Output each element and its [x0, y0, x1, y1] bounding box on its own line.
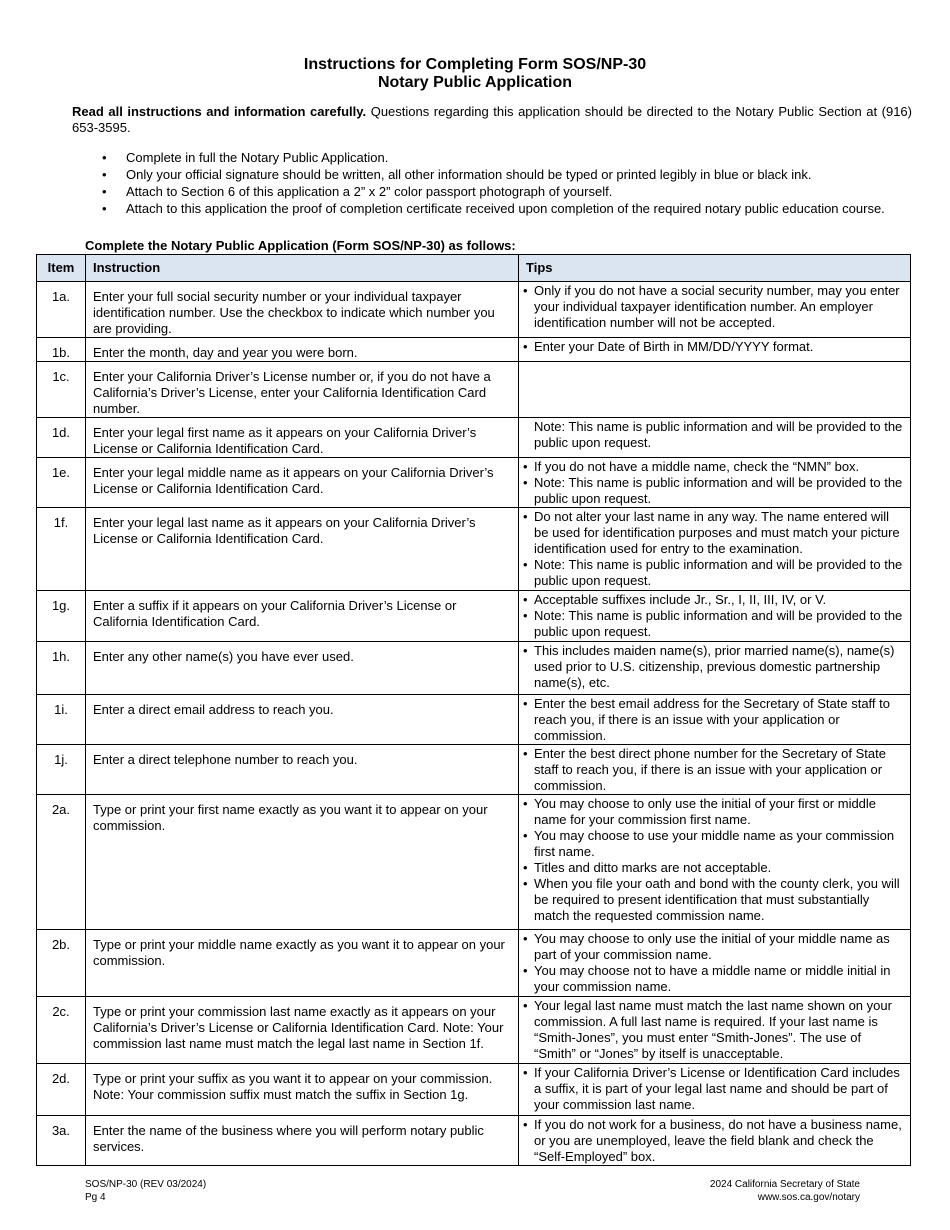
instruction-bullets — [72, 150, 892, 218]
table-row — [37, 508, 911, 591]
row-item-number: 1b. — [37, 338, 86, 362]
intro-paragraph — [72, 104, 912, 136]
row-tips — [519, 362, 911, 418]
tip-bullet: • If you do not have a middle name, check the “NMN” box. — [522, 459, 906, 475]
row-tips — [519, 338, 911, 362]
title-line-2: Notary Public Application — [377, 74, 573, 91]
row-item-number: 1f. — [37, 508, 86, 591]
row-item-number: 1c. — [37, 362, 86, 418]
row-tips — [519, 458, 911, 508]
tip-bullet: • Your legal last name must match the last name shown on your commission. A full last name is required. If your last name is “Smith-Jones”, you must enter “Smith-Jones”. The use of “Smith” or “Jones” by itself is unacceptable. — [522, 998, 906, 1062]
instructions-table — [36, 254, 911, 1166]
row-instruction: Enter your California Driver’s License number or, if you do not have a California’s Driver’s License, enter your California Identification Card number. — [86, 362, 519, 418]
row-instruction: Enter the name of the business where you will perform notary public services. — [86, 1116, 519, 1166]
tip-bullet: • You may choose not to have a middle name or middle initial in your commission name. — [522, 963, 906, 995]
table-row — [37, 795, 911, 930]
row-instruction: Enter a suffix if it appears on your California Driver’s License or California Identification Card. — [86, 591, 519, 642]
row-tips — [519, 997, 911, 1064]
bullet-item: • Complete in full the Notary Public Application. — [72, 150, 892, 166]
row-item-number: 2c. — [37, 997, 86, 1064]
tip-bullet: • You may choose to only use the initial of your middle name as part of your commission name. — [522, 931, 906, 963]
tip-bullet: • Only if you do not have a social security number, may you enter your individual taxpayer identification number. An employer identification number will not be accepted. — [522, 283, 906, 331]
row-item-number: 2d. — [37, 1064, 86, 1116]
footer-left — [85, 1178, 206, 1204]
form-id: SOS/NP-30 (REV 03/2024) — [85, 1179, 207, 1190]
row-item-number: 1g. — [37, 591, 86, 642]
row-item-number: 1h. — [37, 642, 86, 695]
table-row — [37, 997, 911, 1064]
intro-text: Questions regarding this application should be directed to the Notary Public Section at (916) 653-3595. — [72, 104, 912, 135]
row-instruction: Enter your legal last name as it appears on your California Driver’s License or California Identification Card. — [86, 508, 519, 591]
row-instruction: Type or print your middle name exactly as you want it to appear on your commission. — [86, 930, 519, 997]
row-instruction: Enter a direct email address to reach you. — [86, 695, 519, 745]
tip-bullet: • Do not alter your last name in any way. The name entered will be used for identification purposes and must match your picture identification used for entry to the examination. — [522, 509, 906, 557]
row-instruction: Enter a direct telephone number to reach you. — [86, 745, 519, 795]
row-tips — [519, 642, 911, 695]
row-instruction: Type or print your commission last name exactly as it appears on your California’s Driver’s License or California Identification Card. Note: Your commission last name must match the legal last name in Section 1f. — [86, 997, 519, 1064]
tip-bullet: • Acceptable suffixes include Jr., Sr., I, II, III, IV, or V. — [522, 592, 906, 608]
row-tips — [519, 591, 911, 642]
table-row — [37, 418, 911, 458]
header-tips: Tips — [519, 255, 911, 282]
bullet-item: • Only your official signature should be written, all other information should be typed or printed legibly in blue or black ink. — [72, 167, 892, 183]
header-instruction: Instruction — [86, 255, 519, 282]
row-tips — [519, 745, 911, 795]
tip-bullet: • Note: This name is public information and will be provided to the public upon request. — [522, 608, 906, 640]
tip-bullet: • If your California Driver’s License or Identification Card includes a suffix, it is part of your legal last name and should be part of your commission last name. — [522, 1065, 906, 1113]
table-row — [37, 591, 911, 642]
header-item: Item — [37, 255, 86, 282]
table-caption: Complete the Notary Public Application (Form SOS/NP-30) as follows: — [85, 238, 516, 253]
table-row — [37, 1064, 911, 1116]
row-instruction: Enter any other name(s) you have ever used. — [86, 642, 519, 695]
tip-bullet: • Enter the best direct phone number for the Secretary of State staff to reach you, if there is an issue with your application or commission. — [522, 746, 906, 794]
row-instruction: Enter your full social security number or your individual taxpayer identification number. Use the checkbox to indicate which number you are providing. — [86, 282, 519, 338]
tip-bullet: • You may choose to only use the initial of your first or middle name for your commission first name. — [522, 796, 906, 828]
row-instruction: Enter the month, day and year you were born. — [86, 338, 519, 362]
row-tips — [519, 795, 911, 930]
tip-bullet: • If you do not work for a business, do not have a business name, or you are unemployed, leave the field blank and check the “Self-Employed” box. — [522, 1117, 906, 1165]
page-number: Pg 4 — [85, 1192, 106, 1203]
tip-note: Note: This name is public information and will be provided to the public upon request. — [534, 419, 903, 450]
tip-bullet: • Note: This name is public information and will be provided to the public upon request. — [522, 557, 906, 589]
row-tips — [519, 282, 911, 338]
bullet-item: • Attach to Section 6 of this application a 2” x 2” color passport photograph of yourself. — [72, 184, 892, 200]
table-row — [37, 362, 911, 418]
tip-bullet: • Titles and ditto marks are not acceptable. — [522, 860, 906, 876]
agency-name: 2024 California Secretary of State — [709, 1179, 860, 1190]
row-instruction: Type or print your first name exactly as you want it to appear on your commission. — [86, 795, 519, 930]
intro-bold: Read all instructions and information carefully. — [72, 104, 367, 119]
row-tips — [519, 930, 911, 997]
table-row — [37, 695, 911, 745]
website: www.sos.ca.gov/notary — [757, 1192, 860, 1203]
table-row — [37, 282, 911, 338]
tip-bullet: • Note: This name is public information and will be provided to the public upon request. — [522, 475, 906, 507]
table-row — [37, 458, 911, 508]
row-tips — [519, 1116, 911, 1166]
table-row — [37, 1116, 911, 1166]
table-row — [37, 745, 911, 795]
table-header-row — [37, 255, 911, 282]
row-instruction: Enter your legal middle name as it appears on your California Driver’s License or California Identification Card. — [86, 458, 519, 508]
footer-right — [710, 1178, 860, 1204]
row-tips — [519, 1064, 911, 1116]
bullet-item: • Attach to this application the proof of completion certificate received upon completion of the required notary public education course. — [72, 201, 892, 217]
table-row — [37, 338, 911, 362]
tip-bullet: • This includes maiden name(s), prior married name(s), name(s) used prior to U.S. citizenship, previous domestic partnership name(s), etc. — [522, 643, 906, 691]
row-item-number: 1i. — [37, 695, 86, 745]
row-item-number: 1e. — [37, 458, 86, 508]
row-tips — [519, 418, 911, 458]
row-tips — [519, 695, 911, 745]
page-title — [0, 56, 950, 92]
row-instruction: Type or print your suffix as you want it to appear on your commission. Note: Your commission suffix must match the suffix in Section 1g. — [86, 1064, 519, 1116]
row-item-number: 1j. — [37, 745, 86, 795]
row-item-number: 2b. — [37, 930, 86, 997]
row-item-number: 3a. — [37, 1116, 86, 1166]
table-row — [37, 642, 911, 695]
tip-bullet: • When you file your oath and bond with the county clerk, you will be required to present identification that must substantially match the requested commission name. — [522, 876, 906, 924]
title-line-1: Instructions for Completing Form SOS/NP-30 — [303, 56, 647, 73]
table-row — [37, 930, 911, 997]
tip-bullet: • Enter the best email address for the Secretary of State staff to reach you, if there is an issue with your application or commission. — [522, 696, 906, 744]
row-tips — [519, 508, 911, 591]
row-item-number: 1a. — [37, 282, 86, 338]
row-item-number: 1d. — [37, 418, 86, 458]
tip-bullet: • You may choose to use your middle name as your commission first name. — [522, 828, 906, 860]
row-item-number: 2a. — [37, 795, 86, 930]
row-instruction: Enter your legal first name as it appears on your California Driver’s License or California Identification Card. — [86, 418, 519, 458]
table-body — [37, 282, 911, 1166]
tip-bullet: • Enter your Date of Birth in MM/DD/YYYY format. — [522, 339, 906, 355]
